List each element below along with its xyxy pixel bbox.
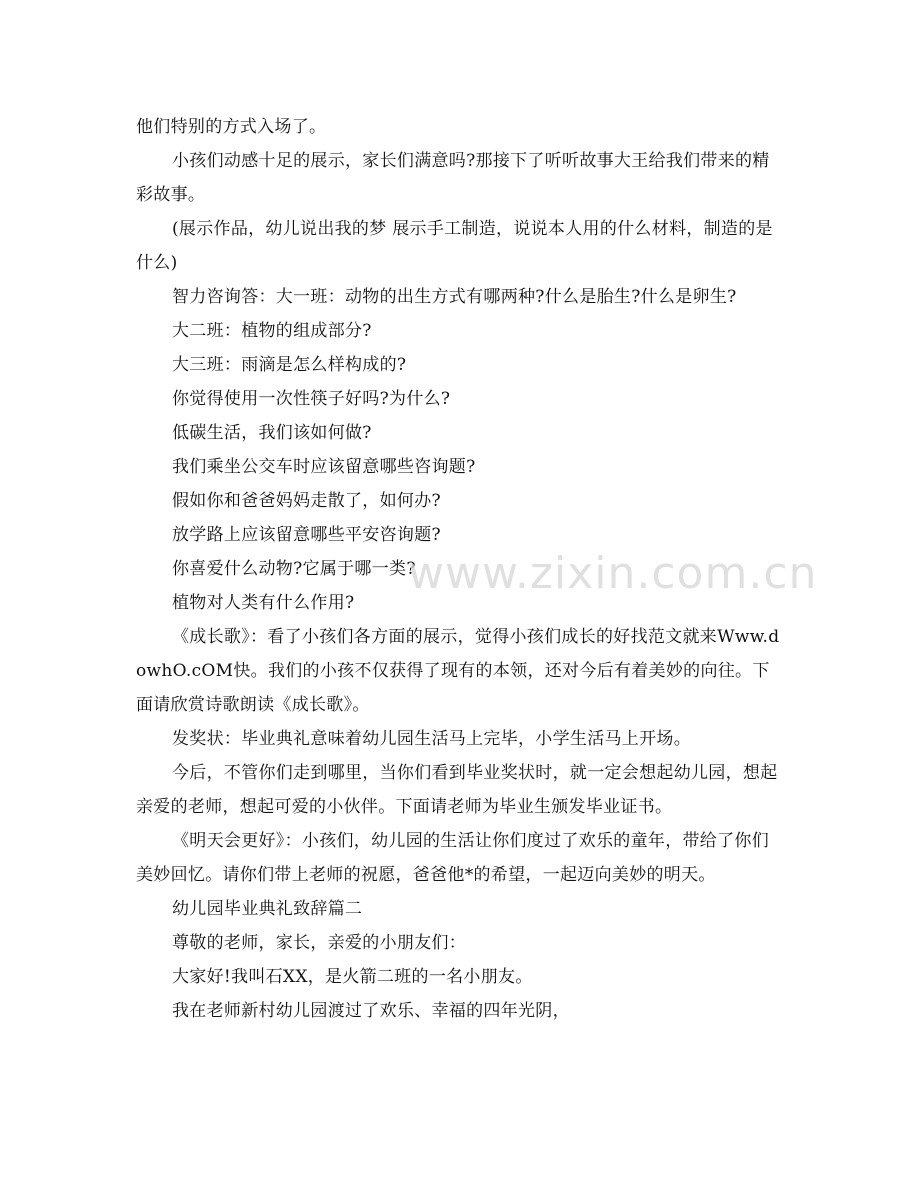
paragraph: 《成长歌》：看了小孩们各方面的展示，觉得小孩们成长的好找范文就来Www.dowhO.cOM快。我们的小孩不仅获得了现有的本领，还对今后有着美妙的向往。下面请欣赏诗歌朗读《成长歌》。	[136, 627, 780, 715]
paragraph: 我在老师新村幼儿园渡过了欢乐、幸福的四年光阴，	[172, 1001, 570, 1021]
paragraph: 小孩们动感十足的展示，家长们满意吗?那接下了听听故事大王给我们带来的精彩故事。	[136, 151, 770, 205]
document-body	[136, 110, 786, 1028]
paragraph: 假如你和爸爸妈妈走散了，如何办?	[172, 491, 441, 511]
paragraph: 《明天会更好》：小孩们，幼儿园的生活让你们度过了欢乐的童年，带给了你们美妙回忆。请你们带上老师的祝愿，爸爸他*的希望，一起迈向美妙的明天。	[136, 831, 769, 885]
paragraph: 发奖状：毕业典礼意味着幼儿园生活马上完毕，小学生活马上开场。	[172, 729, 691, 749]
paragraph: 大二班：植物的组成部分?	[172, 321, 372, 341]
paragraph: 智力咨询答：大一班：动物的出生方式有哪两种?什么是胎生?什么是卵生?	[172, 287, 737, 307]
paragraph: 今后，不管你们走到哪里，当你们看到毕业奖状时，就一定会想起幼儿园，想起亲爱的老师，想起可爱的小伙伴。下面请老师为毕业生颁发毕业证书。	[136, 763, 778, 817]
paragraph: 我们乘坐公交车时应该留意哪些咨询题?	[172, 457, 476, 477]
paragraph: 低碳生活，我们该如何做?	[172, 423, 372, 443]
paragraph: 大三班：雨滴是怎么样构成的?	[172, 355, 407, 375]
paragraph: 植物对人类有什么作用?	[172, 593, 355, 613]
watermark-text: www.zixin.com.cn	[408, 548, 818, 599]
paragraph: 尊敬的老师，家长，亲爱的小朋友们：	[172, 933, 467, 953]
paragraph: 大家好!我叫石XX，是火箭二班的一名小朋友。	[172, 967, 533, 987]
paragraph: 放学路上应该留意哪些平安咨询题?	[172, 525, 441, 545]
paragraph: 你觉得使用一次性筷子好吗?为什么?	[172, 389, 451, 409]
paragraph: (展示作品，幼儿说出我的梦 展示手工制造，说说本人用的什么材料，制造的是什么)	[136, 219, 773, 273]
paragraph: 他们特别的方式入场了。	[136, 117, 327, 137]
paragraph: 你喜爱什么动物?它属于哪一类?	[172, 559, 416, 579]
section-heading: 幼儿园毕业典礼致辞篇二	[172, 899, 363, 919]
